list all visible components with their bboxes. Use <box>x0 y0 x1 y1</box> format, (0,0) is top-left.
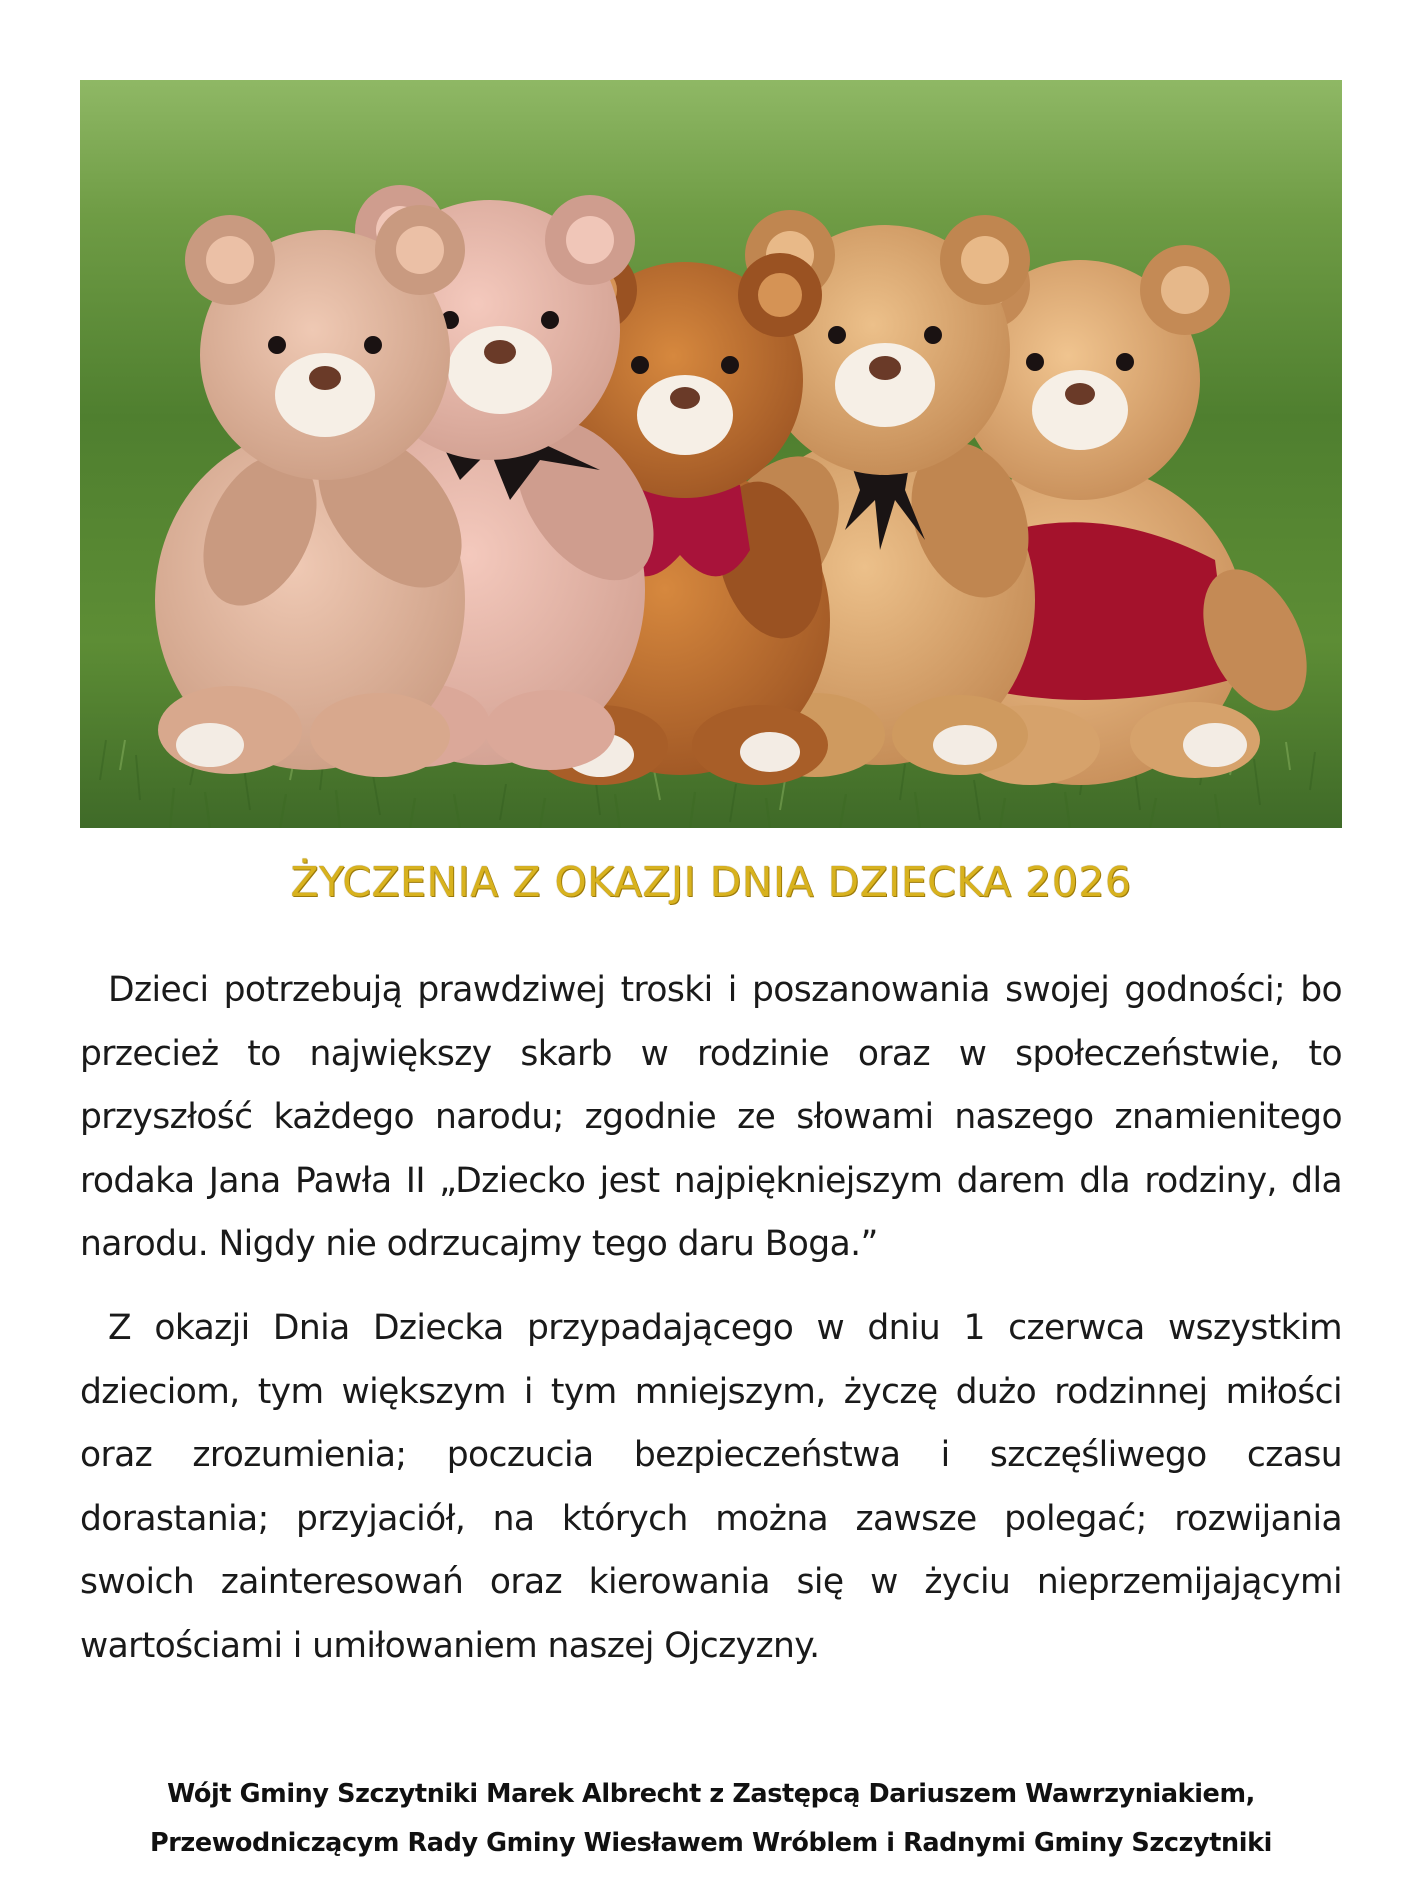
paragraph-2-text: Z okazji Dnia Dziecka przypadającego w dniu 1 czerwca wszystkim dzieciom, tym większym i tym mniejszym, życzę dużo rodzinnej miłości oraz zrozumienia; poczucia bezpieczeństwa i szczęśliwego czasu dorastania; przyjaciół, na których można zawsze polegać; rozwijania swoich zainteresowań oraz kierowania się w życiu nieprzemijającymi wartościami i umiłowaniem naszej Ojczyzny. <box>80 1308 1342 1666</box>
teddy-bears-photo <box>80 80 1342 828</box>
signature-line-1: Wójt Gminy Szczytniki Marek Albrecht z Zastępcą Dariuszem Wawrzyniakiem, <box>167 1779 1255 1809</box>
teddy-bears-illustration <box>80 80 1342 828</box>
signature-line-2: Przewodniczącym Rady Gminy Wiesławem Wróblem i Radnymi Gminy Szczytniki <box>149 1828 1273 1858</box>
paragraph-1 <box>80 959 1342 1277</box>
greeting-title: ŻYCZENIA Z OKAZJI DNIA DZIECKA 2026 <box>290 858 1132 906</box>
paragraph-2 <box>80 1297 1342 1678</box>
paragraph-1-text: Dzieci potrzebują prawdziwej troski i poszanowania swojej godności; bo przecież to największy skarb w rodzinie oraz w społeczeństwie, to przyszłość każdego narodu; zgodnie ze słowami naszego znamienitego rodaka Jana Pawła II „Dziecko jest najpiękniejszym darem dla rodziny, dla narodu. Nigdy nie odrzucajmy tego daru Boga.” <box>80 970 1342 1264</box>
